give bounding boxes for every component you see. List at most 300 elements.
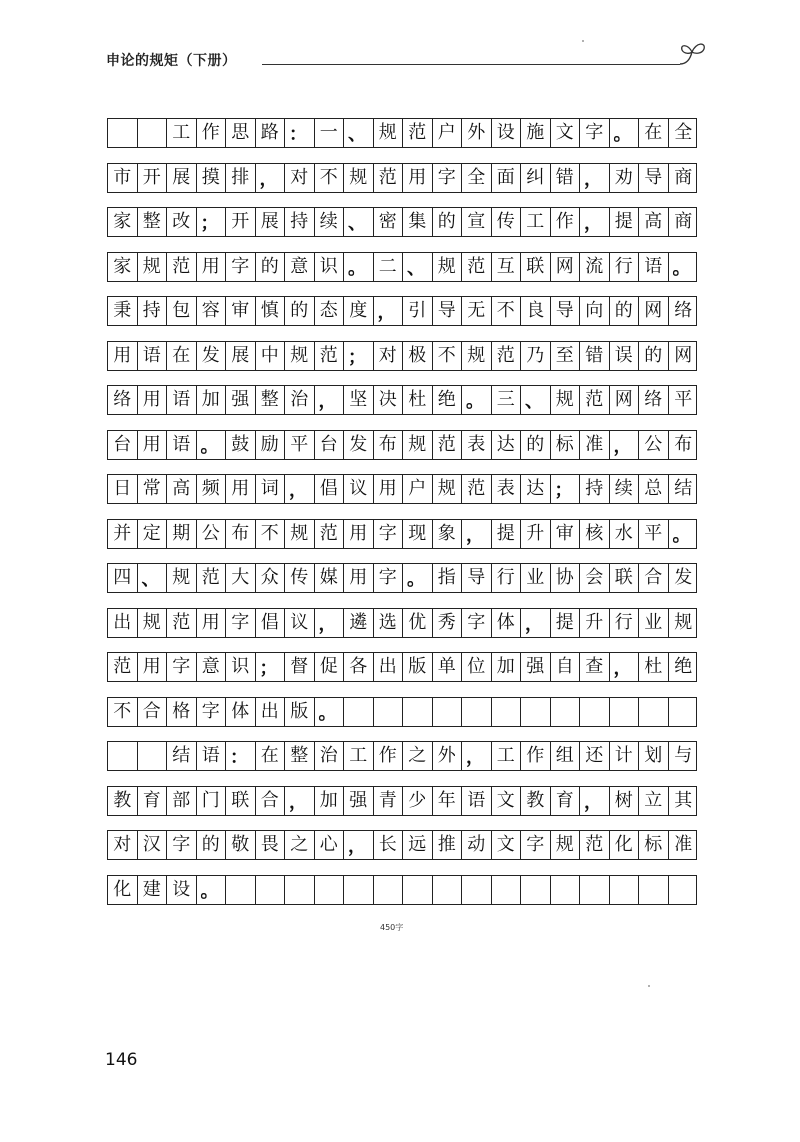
grid-cell: 现: [403, 520, 433, 548]
grid-cell: 核: [580, 520, 610, 548]
grid-cell: 工: [521, 208, 551, 236]
grid-cell: ，: [285, 475, 315, 503]
grid-cell: 达: [492, 431, 522, 459]
grid-cell: 规: [138, 253, 168, 281]
grid-cell: 字: [226, 609, 256, 637]
grid-cell: 全: [674, 122, 693, 143]
grid-cell: 规: [285, 342, 315, 370]
essay-row: [107, 163, 697, 193]
grid-cell: 展: [167, 164, 197, 192]
grid-cell: 网: [674, 344, 693, 366]
grid-cell: 发: [197, 342, 227, 370]
grid-cell: 达: [521, 475, 551, 503]
grid-cell: 范: [315, 520, 345, 548]
grid-cell: 秀: [433, 609, 463, 637]
grid-cell: 合: [256, 787, 286, 815]
grid-cell: 加: [197, 386, 227, 414]
grid-cell: ；: [256, 653, 286, 681]
essay-row: [107, 519, 697, 549]
grid-cell: 规: [551, 386, 581, 414]
grid-cell: 语: [197, 742, 227, 770]
speck: [582, 40, 584, 42]
grid-cell: 业: [521, 564, 551, 592]
grid-cell: 众: [256, 564, 286, 592]
grid-cell: 的: [256, 253, 286, 281]
grid-cell: [492, 698, 522, 726]
grid-cell: 单: [433, 653, 463, 681]
grid-cell: [344, 876, 374, 904]
grid-cell: 导: [462, 564, 492, 592]
grid-cell: 家: [108, 208, 138, 236]
grid-cell: 规: [403, 431, 433, 459]
grid-cell: 路: [256, 119, 286, 147]
grid-cell: 远: [403, 831, 433, 859]
grid-cell: 行: [492, 564, 522, 592]
grid-cell: 极: [403, 342, 433, 370]
grid-cell: ，: [580, 208, 610, 236]
grid-cell: 协: [551, 564, 581, 592]
grid-cell: 的: [610, 297, 640, 325]
grid-cell: 不: [433, 342, 463, 370]
grid-cell: [669, 698, 699, 726]
grid-cell: 三: [492, 386, 522, 414]
essay-row: [107, 875, 697, 905]
grid-cell: 结: [167, 742, 197, 770]
grid-cell: 用: [344, 520, 374, 548]
sprout-ornament-icon: [676, 38, 710, 68]
grid-cell: [639, 698, 669, 726]
grid-cell: 布: [674, 433, 693, 455]
essay-row: [107, 296, 697, 326]
grid-cell: 。: [197, 431, 227, 459]
grid-cell: 整: [256, 386, 286, 414]
grid-cell: 劝: [610, 164, 640, 192]
grid-cell: 联: [610, 564, 640, 592]
grid-cell: 象: [433, 520, 463, 548]
grid-cell: 高: [639, 208, 669, 236]
grid-cell: 坚: [344, 386, 374, 414]
grid-cell: 一: [315, 119, 345, 147]
grid-cell: 户: [403, 475, 433, 503]
grid-cell: 范: [108, 653, 138, 681]
essay-row: [107, 608, 697, 638]
grid-cell: 结: [674, 478, 693, 499]
grid-cell: 不: [108, 698, 138, 726]
grid-cell: 、: [344, 208, 374, 236]
grid-cell: 商: [674, 211, 693, 232]
grid-cell: 体: [226, 698, 256, 726]
essay-row: [107, 563, 697, 593]
grid-cell: 范: [580, 831, 610, 859]
grid-cell: 长: [374, 831, 404, 859]
grid-cell: 。: [344, 253, 374, 281]
grid-cell: 划: [639, 742, 669, 770]
grid-cell: 范: [167, 609, 197, 637]
grid-cell: 络: [108, 386, 138, 414]
grid-cell: 计: [610, 742, 640, 770]
grid-cell: 慎: [256, 297, 286, 325]
essay-row: [107, 741, 697, 771]
grid-cell: 范: [492, 342, 522, 370]
grid-cell: 的: [197, 831, 227, 859]
grid-cell: 督: [285, 653, 315, 681]
grid-cell: 期: [167, 520, 197, 548]
grid-cell: 、: [521, 386, 551, 414]
grid-cell: ；: [551, 475, 581, 503]
grid-cell: [521, 698, 551, 726]
grid-cell: [580, 698, 610, 726]
grid-cell: 规: [285, 520, 315, 548]
grid-cell: 作: [197, 119, 227, 147]
grid-cell: 育: [551, 787, 581, 815]
grid-cell: 中: [256, 342, 286, 370]
grid-cell: 建: [138, 876, 168, 904]
grid-cell: 意: [285, 253, 315, 281]
grid-cell: 纠: [521, 164, 551, 192]
grid-cell: 网: [551, 253, 581, 281]
grid-cell: 用: [197, 609, 227, 637]
grid-cell: [285, 876, 315, 904]
grid-cell: 合: [639, 564, 669, 592]
grid-cell: 整: [285, 742, 315, 770]
grid-cell: 治: [315, 742, 345, 770]
grid-cell: 常: [138, 475, 168, 503]
grid-cell: 心: [315, 831, 345, 859]
grid-cell: 并: [108, 520, 138, 548]
grid-cell: 绝: [433, 386, 463, 414]
grid-cell: [108, 119, 138, 147]
grid-cell: 规: [674, 611, 693, 633]
grid-cell: 育: [138, 787, 168, 815]
grid-cell: 、: [403, 253, 433, 281]
grid-cell: 之: [285, 831, 315, 859]
grid-cell: [433, 876, 463, 904]
grid-cell: 用: [108, 342, 138, 370]
grid-cell: ：: [226, 742, 256, 770]
grid-cell: 不: [315, 164, 345, 192]
grid-cell: ，: [610, 431, 640, 459]
grid-cell: 议: [344, 475, 374, 503]
grid-cell: [551, 876, 581, 904]
grid-cell: 定: [138, 520, 168, 548]
grid-cell: 家: [108, 253, 138, 281]
essay-row: [107, 786, 697, 816]
grid-cell: 准: [674, 834, 693, 855]
grid-cell: [374, 876, 404, 904]
grid-cell: 加: [315, 787, 345, 815]
grid-cell: [669, 876, 699, 904]
grid-cell: 文: [492, 831, 522, 859]
grid-cell: 治: [285, 386, 315, 414]
grid-cell: 用: [138, 431, 168, 459]
grid-cell: 与: [674, 745, 693, 766]
grid-cell: 用: [197, 253, 227, 281]
grid-cell: 作: [374, 742, 404, 770]
grid-cell: 作: [521, 742, 551, 770]
grid-cell: [492, 876, 522, 904]
grid-cell: 各: [344, 653, 374, 681]
grid-cell: 部: [167, 787, 197, 815]
grid-cell: 提: [492, 520, 522, 548]
grid-cell: 议: [285, 609, 315, 637]
grid-cell: 词: [256, 475, 286, 503]
grid-cell: 行: [610, 609, 640, 637]
grid-cell: 出: [374, 653, 404, 681]
grid-cell: 。: [315, 698, 345, 726]
grid-cell: 敬: [226, 831, 256, 859]
grid-cell: ，: [462, 742, 492, 770]
grid-cell: 范: [167, 253, 197, 281]
grid-cell: 布: [226, 520, 256, 548]
grid-cell: 标: [639, 831, 669, 859]
essay-row: [107, 252, 697, 282]
grid-cell: 互: [492, 253, 522, 281]
grid-cell: 动: [462, 831, 492, 859]
grid-cell: 展: [226, 342, 256, 370]
grid-cell: 集: [403, 208, 433, 236]
grid-cell: 语: [639, 253, 669, 281]
grid-cell: 设: [167, 876, 197, 904]
grid-cell: 还: [580, 742, 610, 770]
grid-cell: 频: [197, 475, 227, 503]
grid-cell: 出: [108, 609, 138, 637]
grid-cell: 版: [285, 698, 315, 726]
grid-cell: 错: [551, 164, 581, 192]
grid-cell: 导: [551, 297, 581, 325]
grid-cell: 持: [285, 208, 315, 236]
grid-cell: 全: [462, 164, 492, 192]
grid-cell: 工: [492, 742, 522, 770]
grid-cell: [433, 698, 463, 726]
grid-cell: [108, 742, 138, 770]
grid-cell: 对: [374, 342, 404, 370]
grid-cell: 化: [108, 876, 138, 904]
header-rule: [262, 64, 680, 65]
grid-cell: 导: [433, 297, 463, 325]
grid-cell: 平: [674, 389, 693, 410]
essay-row: [107, 341, 697, 371]
grid-cell: 位: [462, 653, 492, 681]
grid-cell: 意: [197, 653, 227, 681]
grid-cell: 自: [551, 653, 581, 681]
grid-cell: 用: [344, 564, 374, 592]
grid-cell: [374, 698, 404, 726]
grid-cell: 门: [197, 787, 227, 815]
grid-cell: 升: [580, 609, 610, 637]
grid-cell: 布: [374, 431, 404, 459]
grid-cell: 年: [433, 787, 463, 815]
grid-cell: 传: [285, 564, 315, 592]
grid-cell: 强: [226, 386, 256, 414]
essay-row: [107, 652, 697, 682]
grid-cell: 用: [226, 475, 256, 503]
grid-cell: 展: [256, 208, 286, 236]
grid-cell: [403, 698, 433, 726]
grid-cell: 规: [433, 475, 463, 503]
grid-cell: 的: [285, 297, 315, 325]
grid-cell: 络: [639, 386, 669, 414]
grid-cell: 字: [462, 609, 492, 637]
grid-cell: 字: [433, 164, 463, 192]
grid-cell: 规: [138, 609, 168, 637]
grid-cell: [462, 698, 492, 726]
grid-cell: 倡: [315, 475, 345, 503]
grid-cell: 户: [433, 119, 463, 147]
grid-cell: 在: [167, 342, 197, 370]
grid-cell: 施: [521, 119, 551, 147]
grid-cell: 日: [108, 475, 138, 503]
grid-cell: ，: [315, 609, 345, 637]
grid-cell: 至: [551, 342, 581, 370]
grid-cell: ，: [580, 164, 610, 192]
grid-cell: 媒: [315, 564, 345, 592]
grid-cell: 加: [492, 653, 522, 681]
grid-cell: 文: [492, 787, 522, 815]
grid-cell: 。: [672, 524, 691, 546]
grid-cell: ，: [256, 164, 286, 192]
grid-cell: 四: [108, 564, 138, 592]
grid-cell: 台: [315, 431, 345, 459]
grid-cell: 开: [138, 164, 168, 192]
grid-cell: 引: [403, 297, 433, 325]
grid-cell: 行: [610, 253, 640, 281]
grid-cell: 续: [315, 208, 345, 236]
grid-cell: 设: [492, 119, 522, 147]
grid-cell: 摸: [197, 164, 227, 192]
grid-cell: 决: [374, 386, 404, 414]
grid-cell: 的: [433, 208, 463, 236]
grid-cell: 的: [521, 431, 551, 459]
grid-cell: 排: [226, 164, 256, 192]
grid-cell: ，: [344, 831, 374, 859]
grid-cell: [462, 876, 492, 904]
grid-cell: 外: [462, 119, 492, 147]
grid-cell: ，: [610, 653, 640, 681]
grid-cell: 其: [674, 789, 693, 811]
grid-cell: 树: [610, 787, 640, 815]
grid-cell: 字: [521, 831, 551, 859]
grid-cell: 立: [639, 787, 669, 815]
grid-cell: [610, 698, 640, 726]
grid-cell: 提: [610, 208, 640, 236]
essay-row: [107, 207, 697, 237]
grid-cell: 外: [433, 742, 463, 770]
grid-cell: 。: [672, 257, 691, 279]
grid-cell: 联: [226, 787, 256, 815]
grid-cell: 总: [639, 475, 669, 503]
grid-cell: 在: [256, 742, 286, 770]
grid-cell: 秉: [108, 297, 138, 325]
grid-cell: 容: [197, 297, 227, 325]
grid-cell: 表: [462, 431, 492, 459]
grid-cell: 字: [374, 520, 404, 548]
grid-cell: 宣: [462, 208, 492, 236]
grid-cell: 密: [374, 208, 404, 236]
grid-cell: 范: [462, 475, 492, 503]
grid-cell: 语: [167, 386, 197, 414]
grid-cell: 汉: [138, 831, 168, 859]
grid-cell: 平: [639, 520, 669, 548]
grid-cell: 误: [610, 342, 640, 370]
grid-cell: 语: [167, 431, 197, 459]
grid-cell: 。: [462, 386, 492, 414]
grid-cell: 杜: [639, 653, 669, 681]
grid-cell: 用: [138, 653, 168, 681]
grid-cell: 台: [108, 431, 138, 459]
grid-cell: 工: [167, 119, 197, 147]
grid-cell: 教: [521, 787, 551, 815]
grid-cell: 字: [197, 698, 227, 726]
grid-cell: 用: [138, 386, 168, 414]
grid-cell: 、: [344, 119, 374, 147]
grid-cell: [639, 876, 669, 904]
grid-cell: [551, 698, 581, 726]
essay-row: [107, 697, 697, 727]
grid-cell: 少: [403, 787, 433, 815]
grid-cell: 水: [610, 520, 640, 548]
grid-cell: 杜: [403, 386, 433, 414]
grid-cell: 语: [138, 342, 168, 370]
header-title: 申论的规矩（下册）: [106, 53, 237, 69]
grid-cell: 。: [610, 119, 640, 147]
grid-cell: 的: [639, 342, 669, 370]
grid-cell: [138, 742, 168, 770]
grid-cell: 准: [580, 431, 610, 459]
grid-cell: ，: [285, 787, 315, 815]
grid-cell: 字: [374, 564, 404, 592]
grid-cell: 、: [138, 564, 168, 592]
grid-cell: 范: [580, 386, 610, 414]
grid-cell: 持: [580, 475, 610, 503]
grid-cell: 流: [580, 253, 610, 281]
grid-cell: 发: [674, 567, 693, 588]
grid-cell: 态: [315, 297, 345, 325]
grid-cell: 审: [226, 297, 256, 325]
grid-cell: 化: [610, 831, 640, 859]
grid-cell: 体: [492, 609, 522, 637]
grid-cell: 网: [610, 386, 640, 414]
grid-cell: 畏: [256, 831, 286, 859]
grid-cell: 联: [521, 253, 551, 281]
grid-cell: 表: [492, 475, 522, 503]
grid-cell: 良: [521, 297, 551, 325]
essay-row: [107, 430, 697, 460]
grid-cell: 整: [138, 208, 168, 236]
grid-cell: 字: [226, 253, 256, 281]
grid-cell: 规: [462, 342, 492, 370]
grid-cell: 组: [551, 742, 581, 770]
grid-cell: ；: [197, 208, 227, 236]
grid-cell: 面: [492, 164, 522, 192]
grid-cell: 导: [639, 164, 669, 192]
grid-cell: 对: [285, 164, 315, 192]
grid-cell: 度: [344, 297, 374, 325]
grid-cell: 二: [374, 253, 404, 281]
grid-cell: 规: [433, 253, 463, 281]
grid-cell: 出: [256, 698, 286, 726]
essay-row: [107, 118, 697, 148]
grid-cell: 范: [462, 253, 492, 281]
grid-cell: 业: [639, 609, 669, 637]
grid-cell: ，: [374, 297, 404, 325]
grid-cell: 合: [138, 698, 168, 726]
grid-cell: 在: [639, 119, 669, 147]
grid-cell: ，: [462, 520, 492, 548]
grid-cell: 平: [285, 431, 315, 459]
speck: [648, 985, 650, 987]
grid-cell: 字: [167, 831, 197, 859]
grid-cell: [315, 876, 345, 904]
